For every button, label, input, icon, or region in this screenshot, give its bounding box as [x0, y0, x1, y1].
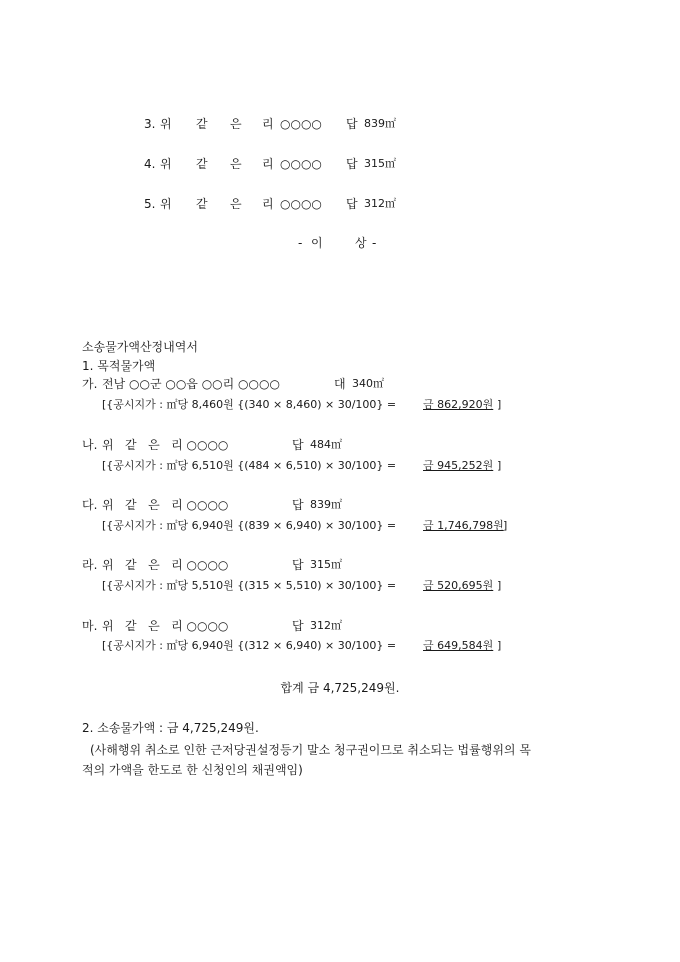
item-land-type: 답 [346, 157, 358, 171]
entry-area: 340㎡ [352, 377, 384, 390]
formula-amount: 금 520,695원 [423, 579, 494, 592]
formula-amount: 금 862,920원 [423, 398, 494, 411]
item-char: 은 [230, 157, 242, 171]
item1-title: 1. 목적물가액 [82, 359, 156, 373]
entry-label: 다. [82, 498, 98, 512]
entry-land-type: 대 [334, 377, 346, 391]
list-item [0, 156, 396, 172]
note-line: 적의 가액을 한도로 한 신청인의 채권액임) [82, 763, 303, 777]
entry-heading [0, 618, 342, 634]
entry-heading [0, 557, 342, 573]
formula-bracket: ] [497, 579, 502, 592]
formula-bracket: ] [497, 398, 502, 411]
end-text: 상 [355, 236, 367, 250]
end-dash: - [372, 236, 377, 250]
formula-amount: 금 649,584원 [423, 639, 494, 652]
formula-text: [{공시지가 : ㎡당 6,940원 {(312 × 6,940) × 30/100} = [102, 639, 397, 652]
formula-text: [{공시지가 : ㎡당 6,510원 {(484 × 6,510) × 30/100} = [102, 459, 397, 472]
item-char: 같 [196, 157, 208, 171]
entry-area: 312㎡ [310, 619, 342, 632]
item-char: 은 [230, 197, 242, 211]
item-number: 3. [144, 117, 156, 131]
entry-label: 라. [82, 558, 98, 572]
item-char: 리 [262, 157, 274, 171]
item-area: 839㎡ [364, 117, 396, 130]
item-place: ○○○○ [280, 117, 322, 131]
entry-formula [0, 458, 502, 474]
formula-bracket: ] [497, 639, 502, 652]
item-number: 5. [144, 197, 156, 211]
list-item [0, 116, 396, 132]
entry-description: 위 같 은 리 ○○○○ [102, 558, 229, 572]
item-char: 위 [160, 197, 172, 211]
item-land-type: 답 [346, 197, 358, 211]
entry-formula [0, 518, 508, 534]
item-number: 4. [144, 157, 156, 171]
entry-label: 나. [82, 438, 98, 452]
end-mark [0, 235, 377, 251]
entry-formula [0, 397, 502, 413]
entry-formula [0, 638, 502, 654]
section-title: 소송물가액산정내역서 [82, 340, 198, 354]
end-text: 이 [311, 236, 323, 250]
item-char: 같 [196, 197, 208, 211]
item-area: 312㎡ [364, 197, 396, 210]
entry-area: 315㎡ [310, 558, 342, 571]
entry-description: 전남 ○○군 ○○읍 ○○리 ○○○○ [102, 377, 280, 391]
entry-description: 위 같 은 리 ○○○○ [102, 438, 229, 452]
entry-land-type: 답 [292, 558, 304, 572]
note-line: (사해행위 취소로 인한 근저당권설정등기 말소 청구권이므로 취소되는 법률행위의 목 [90, 743, 531, 757]
entry-label: 가. [82, 377, 98, 391]
formula-text: [{공시지가 : ㎡당 8,460원 {(340 × 8,460) × 30/100} = [102, 398, 397, 411]
end-dash: - [298, 236, 303, 250]
formula-text: [{공시지가 : ㎡당 5,510원 {(315 × 5,510) × 30/100} = [102, 579, 397, 592]
item-char: 리 [262, 197, 274, 211]
entry-heading [0, 376, 384, 392]
item-char: 은 [230, 117, 242, 131]
formula-bracket: ] [503, 519, 508, 532]
entry-formula [0, 578, 502, 594]
entry-label: 마. [82, 619, 98, 633]
item-char: 같 [196, 117, 208, 131]
entry-area: 484㎡ [310, 438, 342, 451]
item-place: ○○○○ [280, 157, 322, 171]
item-char: 위 [160, 157, 172, 171]
formula-text: [{공시지가 : ㎡당 6,940원 {(839 × 6,940) × 30/100} = [102, 519, 397, 532]
entry-heading [0, 437, 342, 453]
formula-bracket: ] [497, 459, 502, 472]
item2-title: 2. 소송물가액 : 금 4,725,249원. [82, 721, 259, 735]
list-item [0, 196, 396, 212]
item-area: 315㎡ [364, 157, 396, 170]
item-land-type: 답 [346, 117, 358, 131]
entry-land-type: 답 [292, 619, 304, 633]
entry-description: 위 같 은 리 ○○○○ [102, 619, 229, 633]
item-char: 위 [160, 117, 172, 131]
item-char: 리 [262, 117, 274, 131]
item-place: ○○○○ [280, 197, 322, 211]
formula-amount: 금 945,252원 [423, 459, 494, 472]
total-amount: 합계 금 4,725,249원. [280, 681, 400, 695]
entry-description: 위 같 은 리 ○○○○ [102, 498, 229, 512]
entry-area: 839㎡ [310, 498, 342, 511]
entry-land-type: 답 [292, 498, 304, 512]
entry-land-type: 답 [292, 438, 304, 452]
formula-amount: 금 1,746,798원 [423, 519, 504, 532]
entry-heading [0, 497, 342, 513]
